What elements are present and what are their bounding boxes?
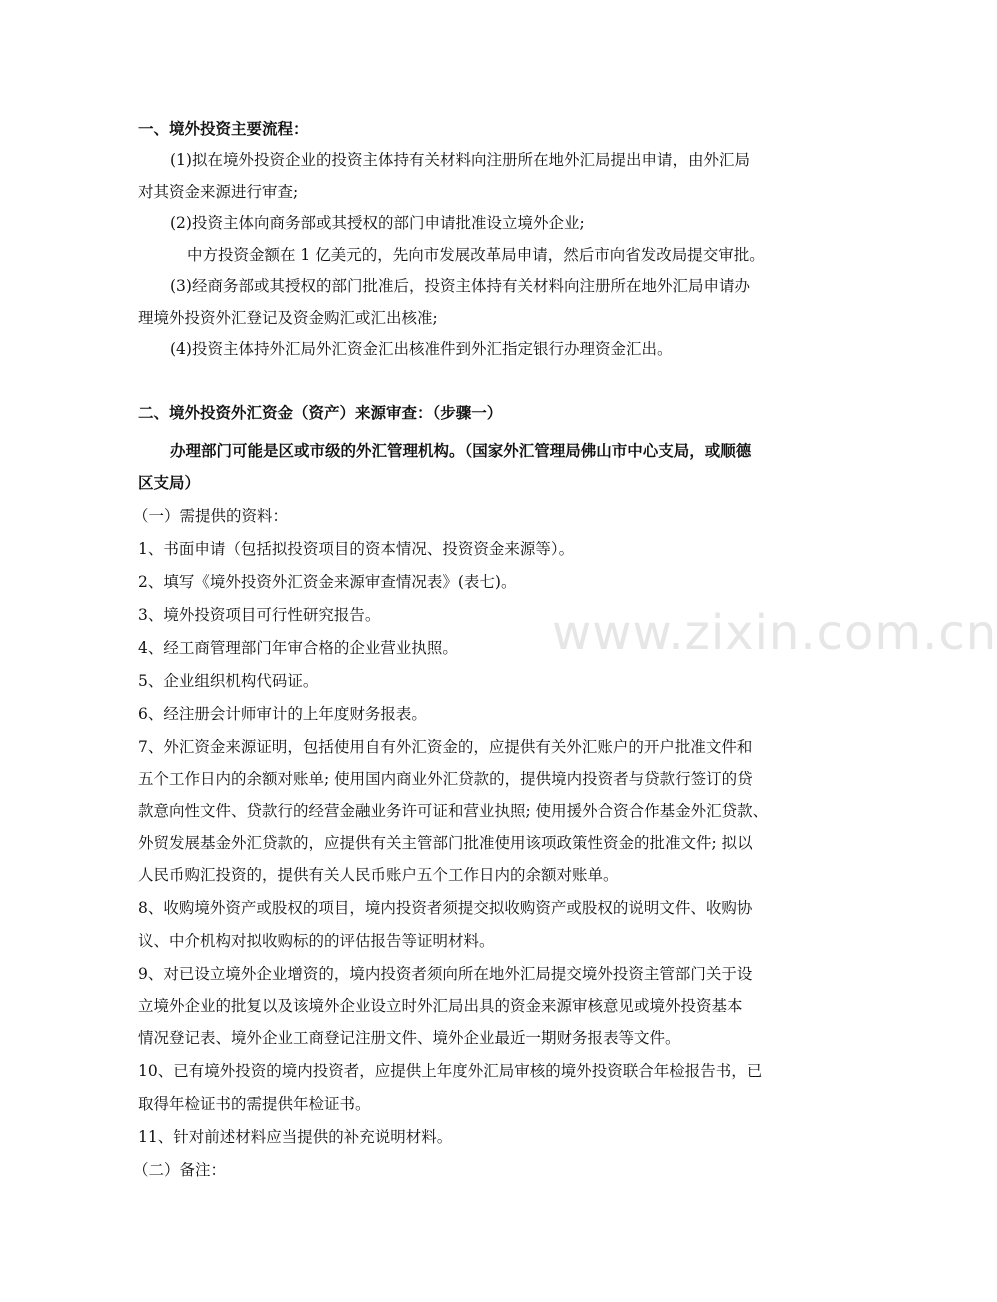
- list-item-10-line1: 10、已有境外投资的境内投资者，应提供上年度外汇局审核的境外投资联合年检报告书，已: [138, 1062, 763, 1080]
- list-item-2: 2、填写《境外投资外汇资金来源审查情况表》(表七)。: [138, 573, 517, 591]
- watermark: www.zixin.com.cn: [552, 605, 997, 661]
- section2-heading: 二、境外投资外汇资金（资产）来源审查：（步骤一）: [138, 403, 503, 422]
- list-item-7-line2: 五个工作日内的余额对账单; 使用国内商业外汇贷款的，提供境内投资者与贷款行签订的贷: [138, 770, 753, 788]
- list-item-7-line5: 人民币购汇投资的，提供有关人民币账户五个工作日内的余额对账单。: [138, 866, 619, 884]
- section1-step2: (2)投资主体向商务部或其授权的部门申请批准设立境外企业;: [170, 214, 585, 232]
- section2-dept-line1: 办理部门可能是区或市级的外汇管理机构。（国家外汇管理局佛山市中心支局，或顺德: [170, 441, 752, 460]
- list-item-5: 5、企业组织机构代码证。: [138, 672, 319, 690]
- section2-dept-line2: 区支局）: [138, 473, 201, 492]
- subsection-materials: （一）需提供的资料：: [133, 507, 289, 525]
- list-item-7-line1: 7、外汇资金来源证明，包括使用自有外汇资金的，应提供有关外汇账户的开户批准文件和: [138, 738, 753, 756]
- list-item-3: 3、境外投资项目可行性研究报告。: [138, 606, 381, 624]
- list-item-9-line3: 情况登记表、境外企业工商登记注册文件、境外企业最近一期财务报表等文件。: [138, 1029, 681, 1047]
- section1-step1-line2: 对其资金来源进行审查;: [138, 183, 299, 201]
- list-item-9-line2: 立境外企业的批复以及该境外企业设立时外汇局出具的资金来源审核意见或境外投资基本: [138, 997, 743, 1015]
- list-item-7-line3: 款意向性文件、贷款行的经营金融业务许可证和营业执照; 使用援外合资合作基金外汇贷款、: [138, 802, 769, 820]
- list-item-10-line2: 取得年检证书的需提供年检证书。: [138, 1095, 371, 1113]
- section1-step4: (4)投资主体持外汇局外汇资金汇出核准件到外汇指定银行办理资金汇出。: [170, 340, 673, 358]
- section1-step3-line2: 理境外投资外汇登记及资金购汇或汇出核准;: [138, 309, 438, 327]
- section1-heading: 一、境外投资主要流程：: [138, 119, 309, 138]
- list-item-1: 1、书面申请（包括拟投资项目的资本情况、投资资金来源等）。: [138, 540, 575, 558]
- list-item-9-line1: 9、对已设立境外企业增资的，境内投资者须向所在地外汇局提交境外投资主管部门关于设: [138, 965, 753, 983]
- list-item-8-line2: 议、中介机构对拟收购标的的评估报告等证明材料。: [138, 932, 495, 950]
- list-item-6: 6、经注册会计师审计的上年度财务报表。: [138, 705, 427, 723]
- section1-step1-line1: (1)拟在境外投资企业的投资主体持有关材料向注册所在地外汇局提出申请，由外汇局: [170, 151, 750, 169]
- list-item-7-line4: 外贸发展基金外汇贷款的，应提供有关主管部门批准使用该项政策性资金的批准文件; 拟以: [138, 834, 753, 852]
- subsection-remarks: （二）备注：: [133, 1161, 227, 1179]
- list-item-8-line1: 8、收购境外资产或股权的项目，境内投资者须提交拟收购资产或股权的说明文件、收购协: [138, 899, 753, 917]
- list-item-11: 11、针对前述材料应当提供的补充说明材料。: [138, 1128, 453, 1146]
- section1-step3-line1: (3)经商务部或其授权的部门批准后，投资主体持有关材料向注册所在地外汇局申请办: [170, 277, 750, 295]
- section1-step2-note: 中方投资金额在 1 亿美元的，先向市发展改革局申请，然后市向省发改局提交审批。: [187, 246, 765, 264]
- list-item-4: 4、经工商管理部门年审合格的企业营业执照。: [138, 639, 458, 657]
